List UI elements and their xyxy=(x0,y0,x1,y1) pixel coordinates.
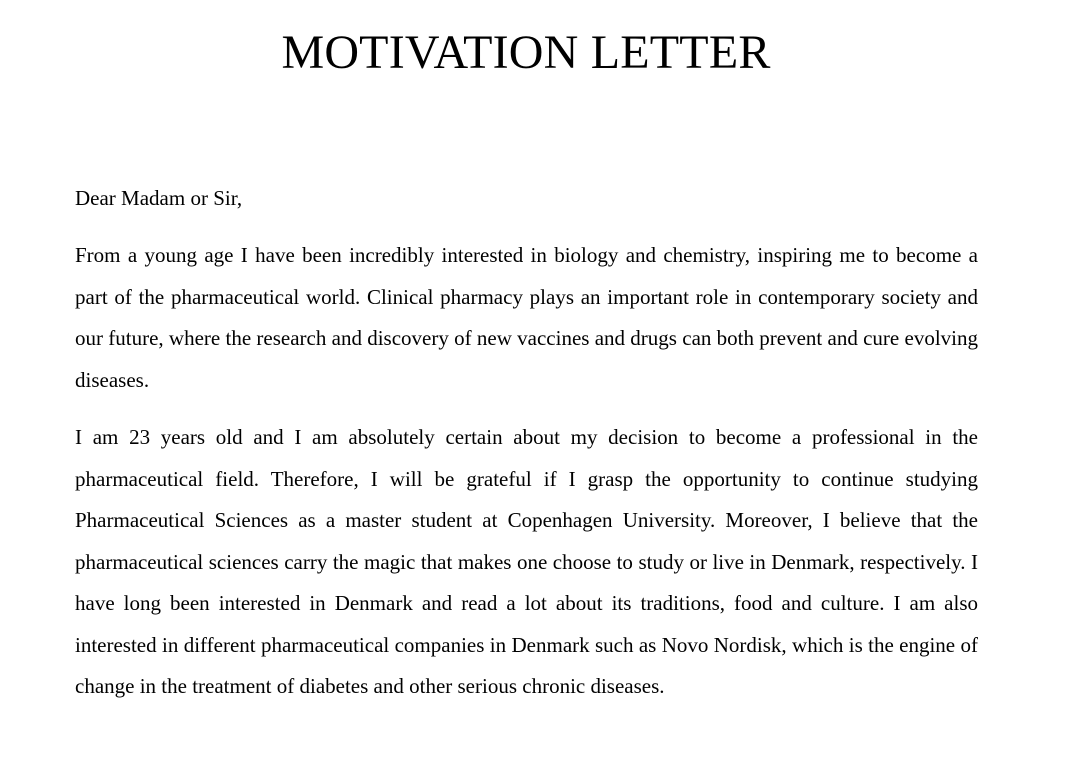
salutation: Dear Madam or Sir, xyxy=(75,186,243,210)
paragraph-1: From a young age I have been incredibly interested in biology and chemistry, inspiring me to become a part of the pharmaceutical world. Clinical pharmacy plays an important role in contemporary society and our future, where the research and discovery of new vaccines and drugs can both prevent and cure evolving diseases. xyxy=(75,243,978,392)
document-title: MOTIVATION LETTER xyxy=(281,26,771,79)
paragraph-2: I am 23 years old and I am absolutely certain about my decision to become a professional in the pharmaceutical field. Therefore, I will be grateful if I grasp the opportunity to continue studying Pharmaceutical Sciences as a master student at Copenhagen University. Moreover, I believe that the pharmaceutical sciences carry the magic that makes one choose to study or live in Denmark, respectively. I have long been interested in Denmark and read a lot about its traditions, food and culture. I am also interested in different pharmaceutical companies in Denmark such as Novo Nordisk, which is the engine of change in the treatment of diabetes and other serious chronic diseases. xyxy=(75,425,978,698)
